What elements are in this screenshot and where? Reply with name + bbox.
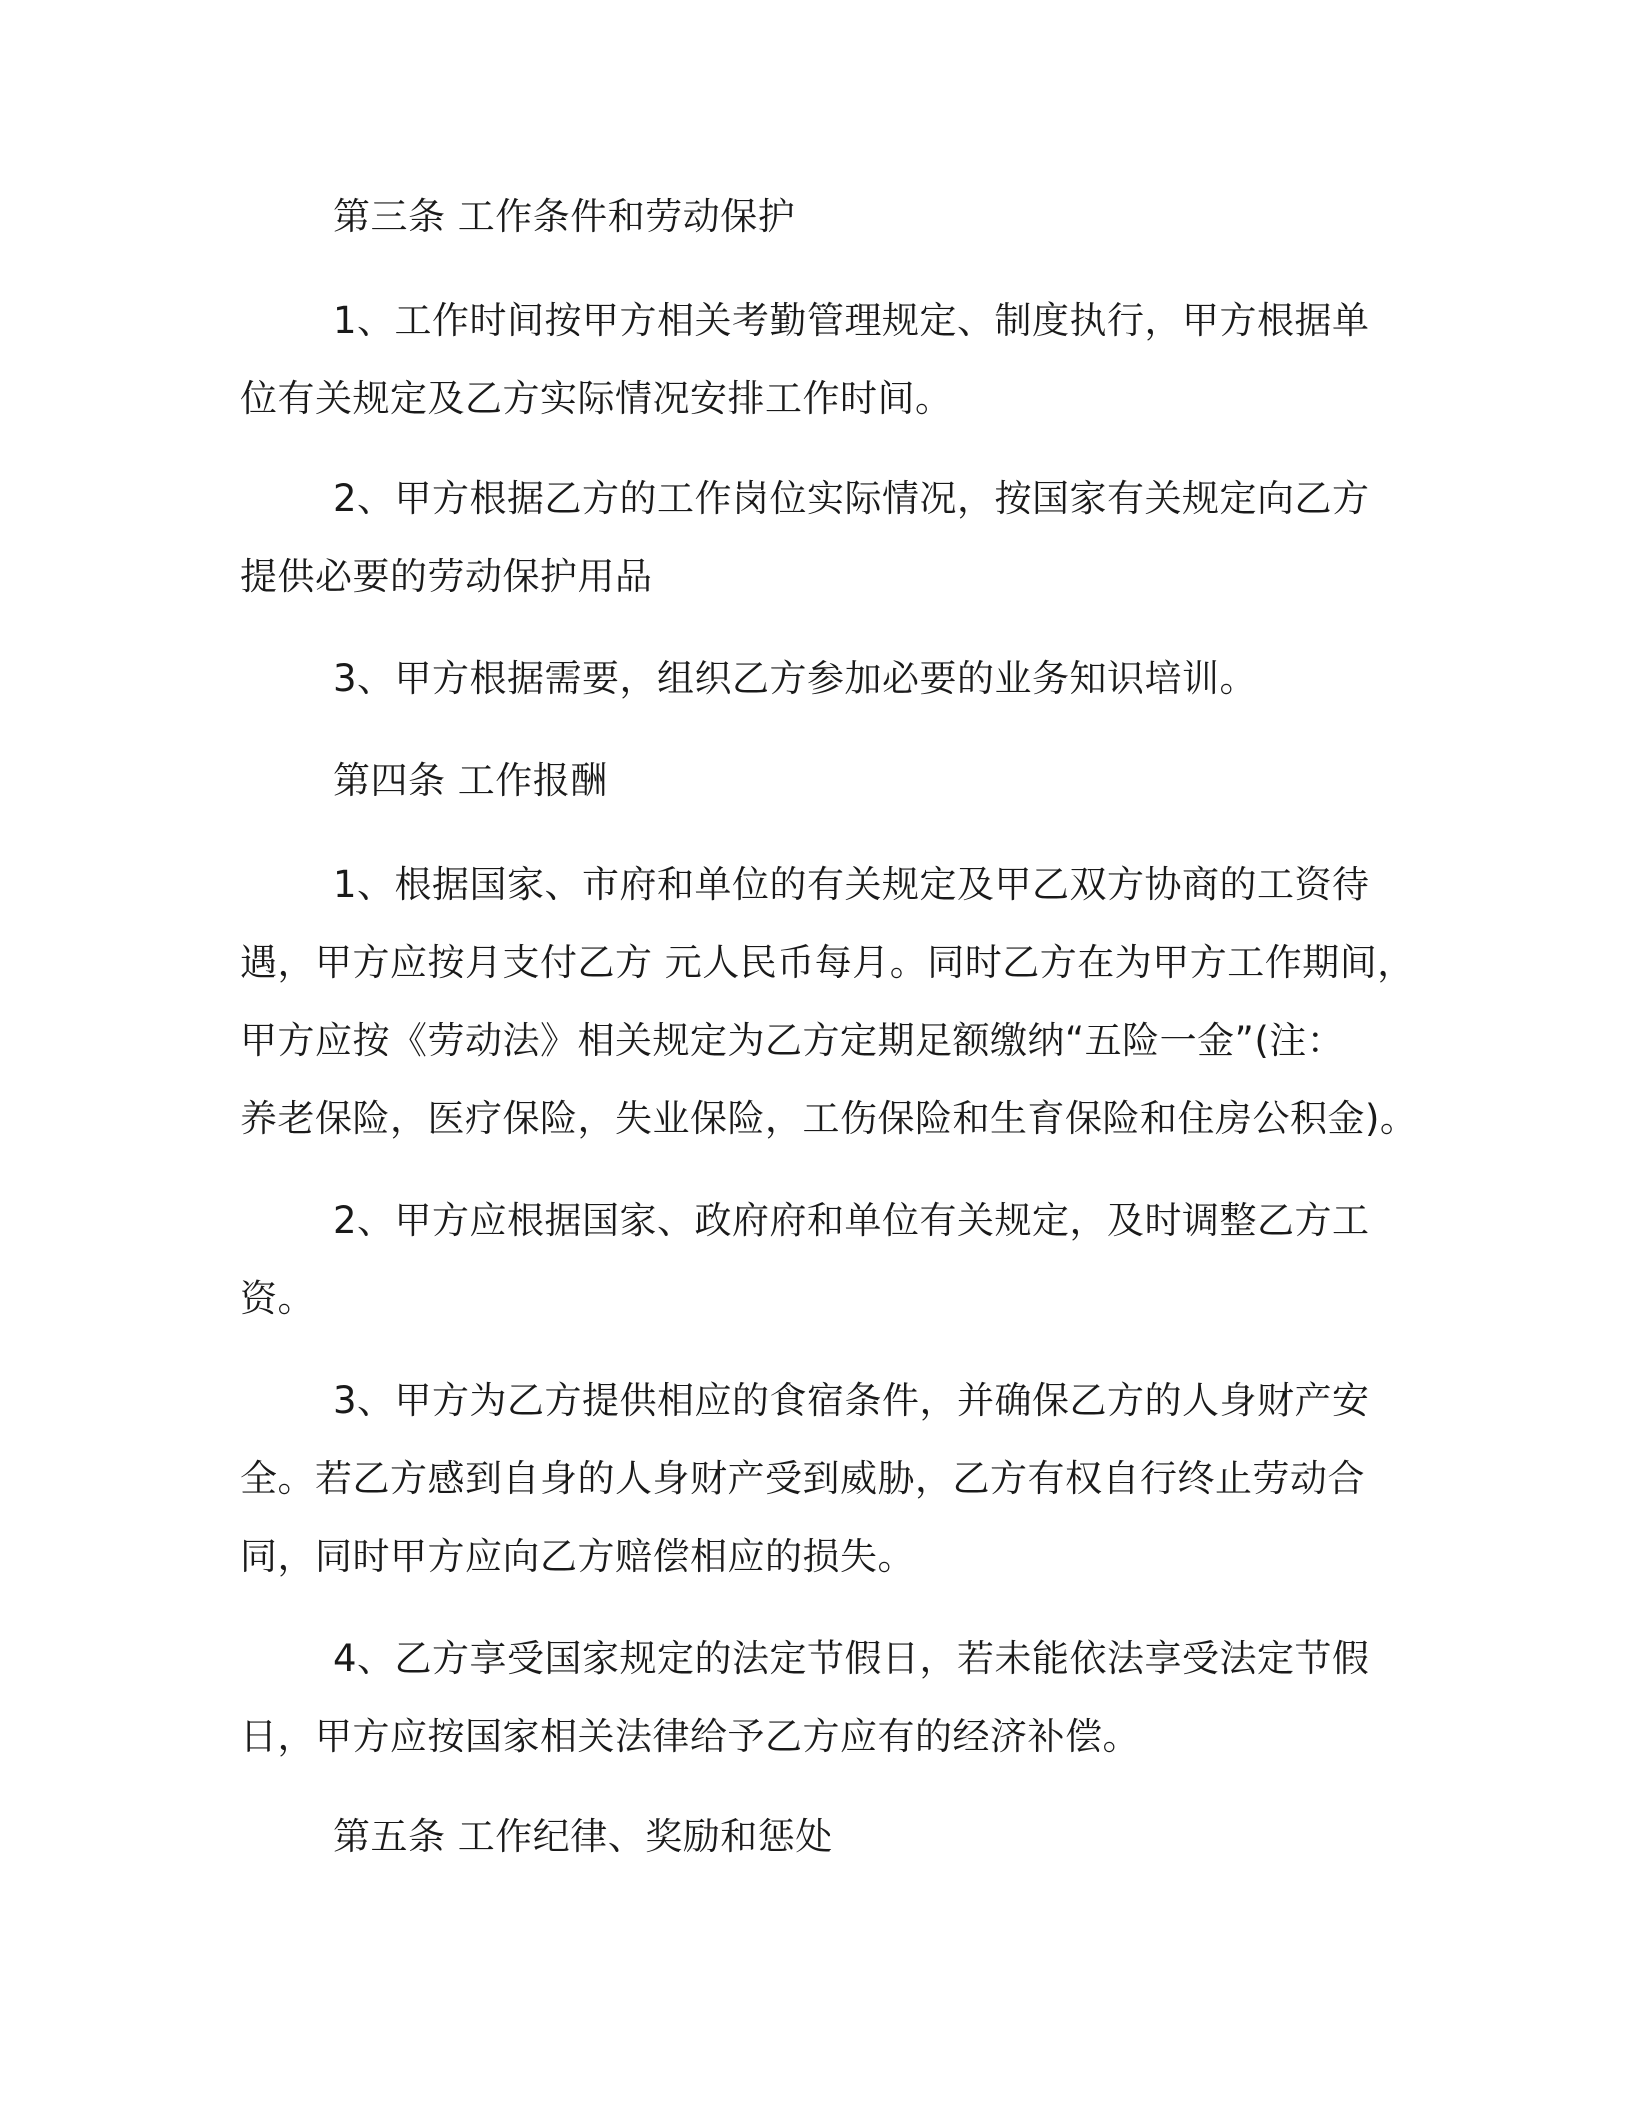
paragraph-line: 2、甲方根据乙方的工作岗位实际情况，按国家有关规定向乙方 xyxy=(333,477,1370,520)
paragraph-line: 日，甲方应按国家相关法律给予乙方应有的经济补偿。 xyxy=(240,1715,1140,1758)
paragraph-line: 位有关规定及乙方实际情况安排工作时间。 xyxy=(240,377,953,420)
section-heading-3: 第三条 工作条件和劳动保护 xyxy=(333,195,796,238)
paragraph-line: 全。若乙方感到自身的人身财产受到威胁，乙方有权自行终止劳动合 xyxy=(240,1457,1365,1500)
paragraph-line: 提供必要的劳动保护用品 xyxy=(240,555,653,598)
paragraph-line: 遇，甲方应按月支付乙方 元人民币每月。同时乙方在为甲方工作期间， xyxy=(240,941,1415,984)
paragraph-line: 1、根据国家、市府和单位的有关规定及甲乙双方协商的工资待 xyxy=(333,863,1370,906)
section-heading-5: 第五条 工作纪律、奖励和惩处 xyxy=(333,1815,833,1858)
paragraph-3-3 xyxy=(240,640,1390,718)
paragraph-4-1 xyxy=(240,846,1418,1158)
paragraph-line: 1、工作时间按甲方相关考勤管理规定、制度执行，甲方根据单 xyxy=(333,299,1370,342)
paragraph-line: 2、甲方应根据国家、政府府和单位有关规定，及时调整乙方工 xyxy=(333,1199,1370,1242)
paragraph-3-1 xyxy=(240,282,1390,438)
paragraph-line: 3、甲方为乙方提供相应的食宿条件，并确保乙方的人身财产安 xyxy=(333,1379,1370,1422)
section-heading-4: 第四条 工作报酬 xyxy=(333,759,608,802)
paragraph-4-3 xyxy=(240,1362,1390,1596)
paragraph-line: 3、甲方根据需要，组织乙方参加必要的业务知识培训。 xyxy=(333,657,1258,700)
paragraph-4-4 xyxy=(240,1620,1390,1776)
paragraph-line: 养老保险，医疗保险，失业保险，工伤保险和生育保险和住房公积金)。 xyxy=(240,1097,1418,1140)
paragraph-line: 资。 xyxy=(240,1277,315,1320)
paragraph-3-2 xyxy=(240,460,1390,616)
paragraph-line: 甲方应按《劳动法》相关规定为乙方定期足额缴纳“五险一金”(注： xyxy=(240,1019,1345,1062)
paragraph-4-2 xyxy=(240,1182,1390,1338)
paragraph-line: 同，同时甲方应向乙方赔偿相应的损失。 xyxy=(240,1535,915,1578)
paragraph-line: 4、乙方享受国家规定的法定节假日，若未能依法享受法定节假 xyxy=(333,1637,1370,1680)
